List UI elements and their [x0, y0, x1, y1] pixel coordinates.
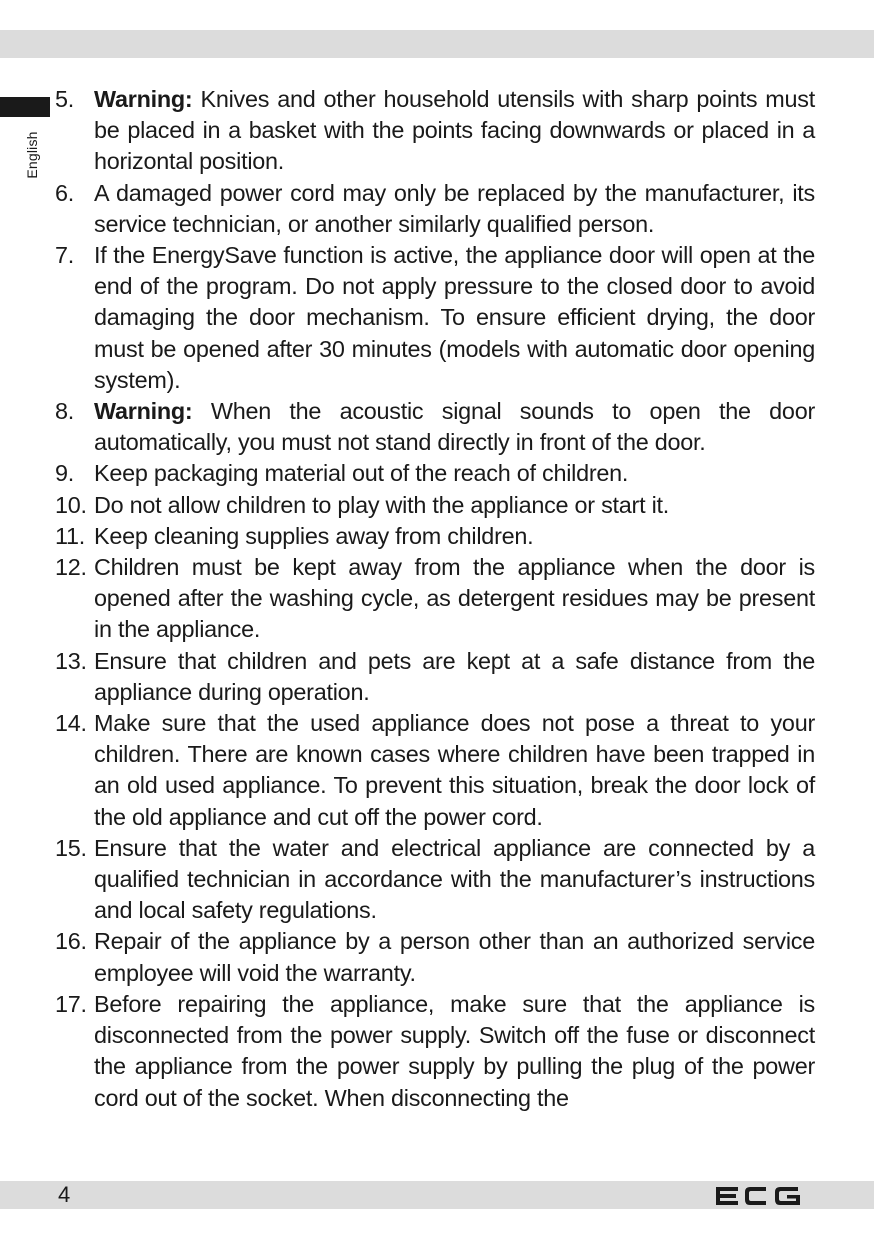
list-item: [55, 396, 815, 458]
warning-label: Warning:: [94, 398, 193, 425]
item-number: 10.: [55, 491, 87, 518]
item-number: 7.: [55, 242, 75, 269]
item-number: 9.: [55, 460, 75, 487]
item-text: Do not allow children to play with the appliance or start it.: [94, 491, 670, 518]
list-item: [55, 84, 815, 178]
list-item: [55, 458, 815, 489]
item-text: Knives and other household utensils with sharp points must be placed in a basket with the points facing downwards or placed in a horizontal position.: [94, 86, 815, 175]
item-number: 16.: [55, 928, 87, 955]
list-item: [55, 521, 815, 552]
language-label: English: [24, 131, 40, 179]
item-number: 14.: [55, 710, 87, 737]
item-text: When the acoustic signal sounds to open the door automatically, you must not stand directly in front of the door.: [94, 398, 815, 456]
item-text: Before repairing the appliance, make sure that the appliance is disconnected from the power supply. Switch off the fuse or disconnect the appliance from the power supply by pulling the plug of the power cord out of the socket. When disconnecting the: [94, 990, 815, 1111]
item-text: Keep packaging material out of the reach of children.: [94, 460, 629, 487]
item-text: A damaged power cord may only be replaced by the manufacturer, its service technician, or another similarly qualified person.: [94, 179, 815, 237]
list-item: [55, 926, 815, 988]
list-item: [55, 178, 815, 240]
item-text: Repair of the appliance by a person other than an authorized service employee will void the warranty.: [94, 928, 815, 986]
instruction-list: [55, 84, 815, 1114]
list-item: [55, 490, 815, 521]
item-text: If the EnergySave function is active, the appliance door will open at the end of the program. Do not apply pressure to the closed door to avoid damaging the door mechanism. To ensure efficient drying, the door must be opened after 30 minutes (models with automatic door opening system).: [94, 242, 815, 393]
item-text: Ensure that the water and electrical appliance are connected by a qualified technician in accordance with the manufacturer’s instructions and local safety regulations.: [94, 834, 815, 924]
item-number: 13.: [55, 647, 87, 674]
item-text: Make sure that the used appliance does not pose a threat to your children. There are known cases where children have been trapped in an old used appliance. To prevent this situation, break the door lock of the old appliance and cut off the power cord.: [94, 710, 815, 830]
page-number: 4: [58, 1182, 71, 1207]
item-text: Keep cleaning supplies away from children.: [94, 522, 534, 549]
safety-instructions: [55, 84, 815, 1114]
item-number: 12.: [55, 554, 87, 581]
language-tab-marker: [0, 97, 50, 117]
list-item: [55, 240, 815, 396]
item-text: Ensure that children and pets are kept at a safe distance from the appliance during operation.: [94, 647, 815, 705]
item-text: Children must be kept away from the appliance when the door is opened after the washing cycle, as detergent residues may be present in the appliance.: [94, 554, 815, 643]
list-item: [55, 989, 815, 1114]
item-number: 17.: [55, 990, 87, 1017]
item-number: 8.: [55, 398, 75, 425]
header-band: [0, 30, 874, 58]
list-item: [55, 833, 815, 927]
item-number: 6.: [55, 179, 75, 206]
warning-label: Warning:: [94, 86, 193, 112]
list-item: [55, 552, 815, 646]
item-number: 5.: [55, 86, 75, 112]
list-item: [55, 646, 815, 708]
item-number: 11.: [55, 522, 86, 549]
item-number: 15.: [55, 834, 87, 861]
list-item: [55, 708, 815, 833]
ecg-logo: [714, 1185, 804, 1207]
